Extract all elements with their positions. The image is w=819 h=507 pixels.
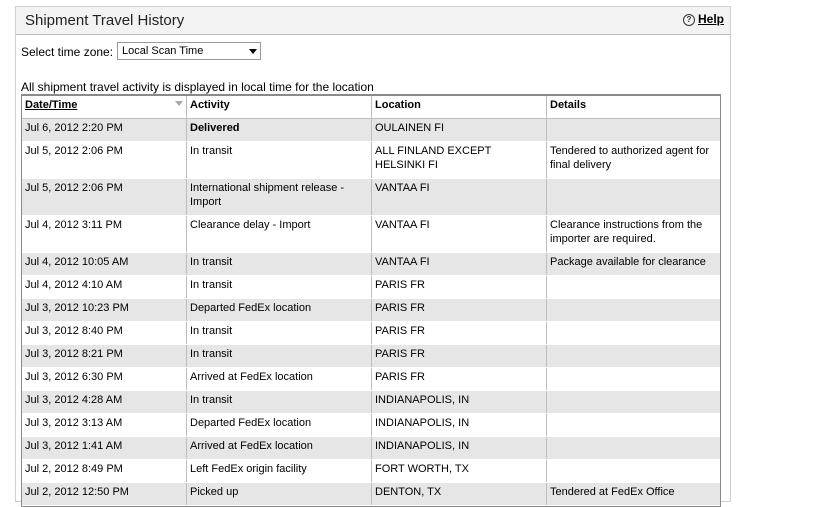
cell-activity: In transit	[187, 391, 372, 413]
cell-date: Jul 3, 2012 8:40 PM	[22, 322, 187, 344]
timezone-selected-value[interactable]: Local Scan Time	[122, 45, 204, 57]
cell-location: PARIS FR	[372, 345, 547, 367]
page-title: Shipment Travel History	[25, 12, 185, 29]
table-row	[22, 414, 720, 437]
cell-details: Tendered to authorized agent for final delivery	[550, 145, 710, 171]
sort-desc-icon[interactable]	[175, 101, 183, 106]
table-body	[22, 119, 720, 506]
cell-date: Jul 4, 2012 10:05 AM	[22, 253, 187, 275]
cell-date: Jul 5, 2012 2:06 PM	[22, 142, 187, 178]
cell-activity: In transit	[187, 276, 372, 298]
cell-details	[547, 414, 720, 436]
column-header-date[interactable]	[22, 96, 187, 118]
cell-activity: Picked up	[187, 483, 372, 505]
table-row	[22, 216, 720, 253]
cell-details	[547, 391, 720, 413]
cell-location: VANTAA FI	[372, 216, 547, 252]
cell-location: PARIS FR	[372, 322, 547, 344]
cell-activity: Departed FedEx location	[187, 414, 372, 436]
table-row	[22, 322, 720, 345]
cell-date: Jul 4, 2012 3:11 PM	[22, 216, 187, 252]
cell-location: VANTAA FI	[372, 253, 547, 275]
cell-details: Clearance instructions from the importer are required.	[550, 219, 703, 245]
cell-date: Jul 3, 2012 6:30 PM	[22, 368, 187, 390]
cell-date: Jul 3, 2012 10:23 PM	[22, 299, 187, 321]
cell-activity: In transit	[187, 345, 372, 367]
cell-location: PARIS FR	[372, 299, 547, 321]
cell-activity: In transit	[187, 322, 372, 344]
cell-details	[547, 345, 720, 367]
cell-location: INDIANAPOLIS, IN	[372, 437, 547, 459]
timezone-dropdown[interactable]	[117, 42, 261, 60]
cell-date: Jul 5, 2012 2:06 PM	[22, 179, 187, 215]
cell-details	[547, 437, 720, 459]
cell-date: Jul 4, 2012 4:10 AM	[22, 276, 187, 298]
cell-location: FORT WORTH, TX	[372, 460, 547, 482]
cell-location: ALL FINLAND EXCEPT HELSINKI FI	[372, 142, 547, 178]
cell-details	[547, 322, 720, 344]
cell-activity: Left FedEx origin facility	[187, 460, 372, 482]
cell-activity: Clearance delay - Import	[187, 216, 372, 252]
cell-date: Jul 3, 2012 3:13 AM	[22, 414, 187, 436]
cell-location: OULAINEN FI	[372, 119, 547, 141]
cell-location: INDIANAPOLIS, IN	[372, 414, 547, 436]
cell-activity: Arrived at FedEx location	[187, 437, 372, 459]
cell-details: Tendered at FedEx Office	[550, 486, 675, 498]
cell-activity: International shipment release - Import	[187, 179, 372, 215]
cell-details	[547, 368, 720, 390]
cell-details	[547, 276, 720, 298]
column-header-details: Details	[550, 99, 587, 111]
cell-details	[547, 460, 720, 482]
timezone-note: All shipment travel activity is displayed in local time for the location	[21, 80, 374, 94]
cell-location: INDIANAPOLIS, IN	[372, 391, 547, 413]
help-link-label[interactable]: Help	[697, 12, 724, 26]
cell-location: PARIS FR	[372, 368, 547, 390]
table-row	[22, 276, 720, 299]
table-row	[22, 483, 720, 506]
help-icon[interactable]: ?	[683, 14, 695, 26]
table-row	[22, 460, 720, 483]
panel-header	[16, 7, 730, 35]
table-row	[22, 119, 720, 142]
table-row	[22, 299, 720, 322]
timezone-label: Select time zone:	[21, 45, 114, 59]
cell-location: PARIS FR	[372, 276, 547, 298]
cell-activity: In transit	[187, 253, 372, 275]
cell-details	[547, 119, 720, 141]
cell-date: Jul 2, 2012 12:50 PM	[22, 483, 187, 505]
table-header-row	[22, 96, 720, 119]
table-row	[22, 142, 720, 179]
cell-details	[547, 299, 720, 321]
cell-date: Jul 6, 2012 2:20 PM	[22, 119, 187, 141]
table-row	[22, 391, 720, 414]
cell-activity: In transit	[187, 142, 372, 178]
table-row	[22, 179, 720, 216]
travel-history-table	[21, 94, 721, 507]
cell-details: Package available for clearance	[550, 256, 706, 268]
cell-details	[547, 179, 720, 215]
cell-activity: Departed FedEx location	[187, 299, 372, 321]
sort-date-link[interactable]: Date/Time	[25, 99, 78, 111]
cell-date: Jul 3, 2012 1:41 AM	[22, 437, 187, 459]
chevron-down-icon[interactable]	[249, 49, 257, 54]
help-link[interactable]	[683, 12, 724, 26]
table-row	[22, 368, 720, 391]
column-header-location: Location	[372, 96, 547, 118]
cell-activity: Delivered	[187, 119, 372, 141]
shipment-travel-history-panel	[15, 6, 731, 502]
table-row	[22, 253, 720, 276]
cell-date: Jul 2, 2012 8:49 PM	[22, 460, 187, 482]
cell-activity: Arrived at FedEx location	[187, 368, 372, 390]
table-row	[22, 345, 720, 368]
cell-date: Jul 3, 2012 4:28 AM	[22, 391, 187, 413]
cell-location: VANTAA FI	[372, 179, 547, 215]
table-row	[22, 437, 720, 460]
cell-date: Jul 3, 2012 8:21 PM	[22, 345, 187, 367]
column-header-activity: Activity	[187, 96, 372, 118]
cell-location: DENTON, TX	[372, 483, 547, 505]
